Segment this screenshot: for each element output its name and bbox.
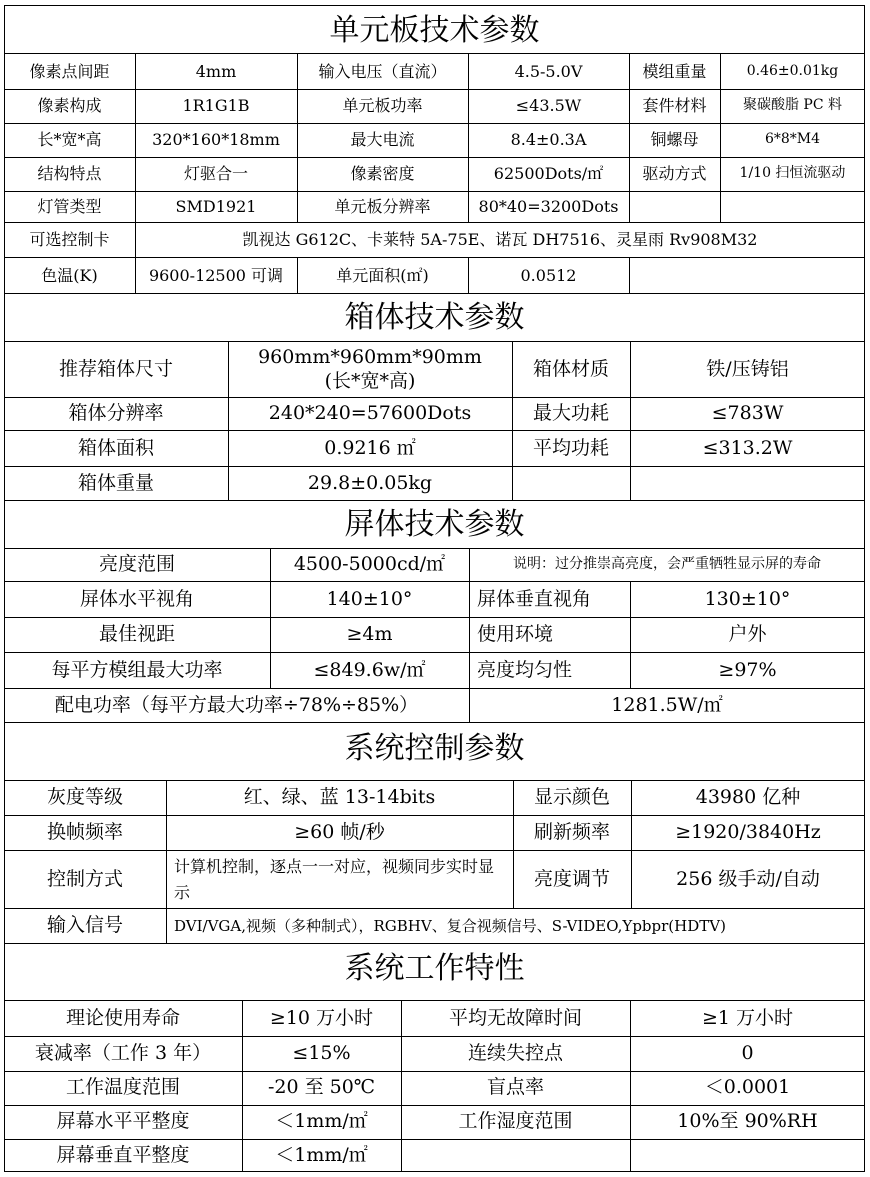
unit-row-3-label-c: 铜螺母 (650, 130, 699, 149)
unit-row-5-value-b: 80*40=3200Dots (478, 196, 619, 216)
unit-row-4-label-b: 像素密度 (350, 164, 415, 183)
uniformity-label: 亮度均匀性 (477, 658, 573, 681)
environment-label: 使用环境 (477, 623, 554, 646)
max-power-label: 最大功耗 (532, 402, 609, 425)
cabinet-resolution-label: 箱体分辨率 (68, 402, 164, 425)
cabinet-size-label: 推荐箱体尺寸 (58, 357, 173, 380)
unit-row-5-value-a: SMD1921 (175, 196, 257, 216)
work-row-5-label-b (401, 1139, 630, 1172)
best-distance-value: ≥4m (346, 623, 393, 646)
system-control-title: 系统控制参数 (344, 731, 525, 766)
unit-row-4-label-a: 结构特点 (37, 164, 102, 183)
cabinet-section-title: 箱体技术参数 (344, 300, 525, 335)
unit-row-4-value-c: 1/10 扫恒流驱动 (739, 165, 846, 182)
v-view-angle-value: 130±10° (704, 587, 791, 610)
unit-row-4-value-a: 灯驱合一 (183, 164, 248, 183)
brightness-label: 亮度范围 (98, 553, 175, 576)
unit-row-5-value-c (720, 191, 865, 222)
work-row-3-value-b: ＜0.0001 (704, 1076, 791, 1099)
color-temp-label: 色温(K) (41, 265, 98, 285)
cabinet-resolution-value: 240*240=57600Dots (268, 402, 472, 425)
distribution-power-value: 1281.5W/㎡ (611, 693, 723, 716)
control-card-label: 可选控制卡 (29, 229, 110, 249)
environment-value: 户外 (728, 623, 767, 646)
unit-section-title: 单元板技术参数 (329, 13, 540, 48)
control-mode-label: 控制方式 (46, 867, 123, 890)
cabinet-area-label: 箱体面积 (77, 436, 154, 459)
unit-row-5-label-b: 单元板分辨率 (334, 196, 431, 216)
unit-row-1-value-c: 0.46±0.01kg (746, 62, 839, 79)
unit-row-1-value-a: 4mm (195, 61, 237, 81)
h-view-angle-label: 屏体水平视角 (79, 587, 194, 610)
brightness-adjust-value: 256 级手动/自动 (676, 867, 820, 890)
gray-level-value: 红、绿、蓝 13-14bits (243, 786, 436, 809)
uniformity-value: ≥97% (718, 658, 777, 681)
spec-sheet (4, 5, 865, 1172)
v-view-angle-label: 屏体垂直视角 (477, 587, 592, 610)
work-row-5-label-a: 屏幕垂直平整度 (56, 1143, 190, 1166)
distribution-power-label: 配电功率（每平方最大功率÷78%÷85%） (54, 693, 419, 716)
frame-rate-value: ≥60 帧/秒 (294, 821, 385, 844)
module-max-power-label: 每平方模组最大功率 (51, 658, 223, 681)
brightness-value: 4500-5000cd/㎡ (293, 553, 446, 576)
display-color-value: 43980 亿种 (695, 786, 801, 809)
cabinet-material-label: 箱体材质 (532, 357, 609, 380)
unit-row-5-label-a: 灯管类型 (37, 196, 102, 216)
unit-row-3-label-a: 长*宽*高 (37, 130, 102, 149)
work-row-1-value-b: ≥1 万小时 (701, 1006, 794, 1029)
h-view-angle-value: 140±10° (326, 587, 413, 610)
work-row-2-value-b: 0 (741, 1041, 754, 1064)
work-row-3-label-b: 盲点率 (486, 1076, 544, 1099)
input-signal-value: DVI/VGA,视频（多种制式），RGBHV、复合视频信号、S-VIDEO,Ypbpr(HDTV) (174, 916, 726, 935)
unit-row-5-label-c (629, 191, 720, 222)
frame-rate-label: 换帧频率 (46, 821, 123, 844)
work-row-4-value-a: ＜1mm/㎡ (275, 1110, 368, 1133)
brightness-adjust-label: 亮度调节 (533, 867, 610, 890)
unit-row-1-value-b: 4.5-5.0V (514, 61, 583, 81)
control-mode-value: 计算机控制，逐点一一对应，视频同步实时显示 (174, 856, 495, 902)
unit-row-1-label-c: 模组重量 (642, 61, 707, 81)
unit-row-2-value-b: ≤43.5W (515, 96, 582, 115)
cabinet-weight-value: 29.8±0.05kg (307, 471, 433, 494)
display-color-label: 显示颜色 (533, 786, 610, 809)
cabinet-material-value: 铁/压铸铝 (706, 357, 789, 380)
unit-row-2-value-a: 1R1G1B (182, 96, 250, 115)
gray-level-label: 灰度等级 (46, 786, 123, 809)
cabinet-area-value: 0.9216 ㎡ (324, 436, 416, 459)
unit-row-3-label-b: 最大电流 (350, 130, 415, 149)
work-row-2-value-a: ≤15% (292, 1041, 351, 1064)
work-row-1-label-a: 理论使用寿命 (65, 1006, 180, 1029)
unit-row-2-label-c: 套件材料 (642, 96, 707, 115)
unit-row-3-value-c: 6*8*M4 (764, 131, 821, 148)
work-row-1-value-a: ≥10 万小时 (269, 1006, 374, 1029)
max-power-value: ≤783W (711, 402, 784, 425)
unit-row-3-value-a: 320*160*18mm (152, 130, 280, 149)
work-section-title: 系统工作特性 (344, 951, 525, 986)
avg-power-value: ≤313.2W (702, 436, 793, 459)
refresh-rate-value: ≥1920/3840Hz (675, 821, 821, 844)
unit-row-1-label-b: 输入电压（直流） (318, 61, 447, 81)
work-row-4-label-a: 屏幕水平平整度 (56, 1110, 190, 1133)
unit-row-3-value-b: 8.4±0.3A (510, 130, 587, 149)
input-signal-label: 输入信号 (46, 914, 123, 937)
refresh-rate-label: 刷新频率 (533, 821, 610, 844)
screen-section-title: 屏体技术参数 (344, 507, 525, 542)
work-row-5-value-a: ＜1mm/㎡ (275, 1143, 368, 1166)
unit-row-4-label-c: 驱动方式 (642, 164, 707, 183)
avg-power-label: 平均功耗 (532, 436, 609, 459)
work-row-1-label-b: 平均无故障时间 (448, 1006, 582, 1029)
unit-row-2-label-b: 单元板功率 (342, 96, 423, 115)
cabinet-size-value: 960mm*960mm*90mm (长*宽*高) (258, 345, 482, 392)
unit-row-2-value-c: 聚碳酸脂 PC 料 (742, 97, 843, 114)
work-row-2-label-b: 连续失控点 (467, 1041, 563, 1064)
work-row-5-value-b (630, 1139, 865, 1172)
unit-row-4-value-b: 62500Dots/㎡ (493, 164, 604, 183)
cabinet-weight-label: 箱体重量 (77, 471, 154, 494)
brightness-note: 说明：过分推崇高亮度，会严重牺牲显示屏的寿命 (513, 556, 821, 573)
module-max-power-value: ≤849.6w/㎡ (313, 658, 426, 681)
work-row-2-label-a: 衰减率（工作 3 年） (34, 1041, 212, 1064)
unit-row-1-label-a: 像素点间距 (29, 61, 110, 81)
work-row-3-label-a: 工作温度范围 (65, 1076, 180, 1099)
color-temp-value: 9600-12500 可调 (148, 265, 284, 285)
work-row-3-value-a: -20 至 50℃ (267, 1076, 376, 1099)
work-row-4-value-b: 10%至 90%RH (677, 1110, 818, 1133)
unit-area-label: 单元面积(㎡) (336, 265, 429, 285)
unit-area-value: 0.0512 (520, 265, 577, 285)
best-distance-label: 最佳视距 (98, 623, 175, 646)
unit-row-2-label-a: 像素构成 (37, 96, 102, 115)
control-card-value: 凯视达 G612C、卡莱特 5A-75E、诺瓦 DH7516、灵星雨 Rv908M32 (242, 229, 758, 249)
work-row-4-label-b: 工作湿度范围 (458, 1110, 573, 1133)
